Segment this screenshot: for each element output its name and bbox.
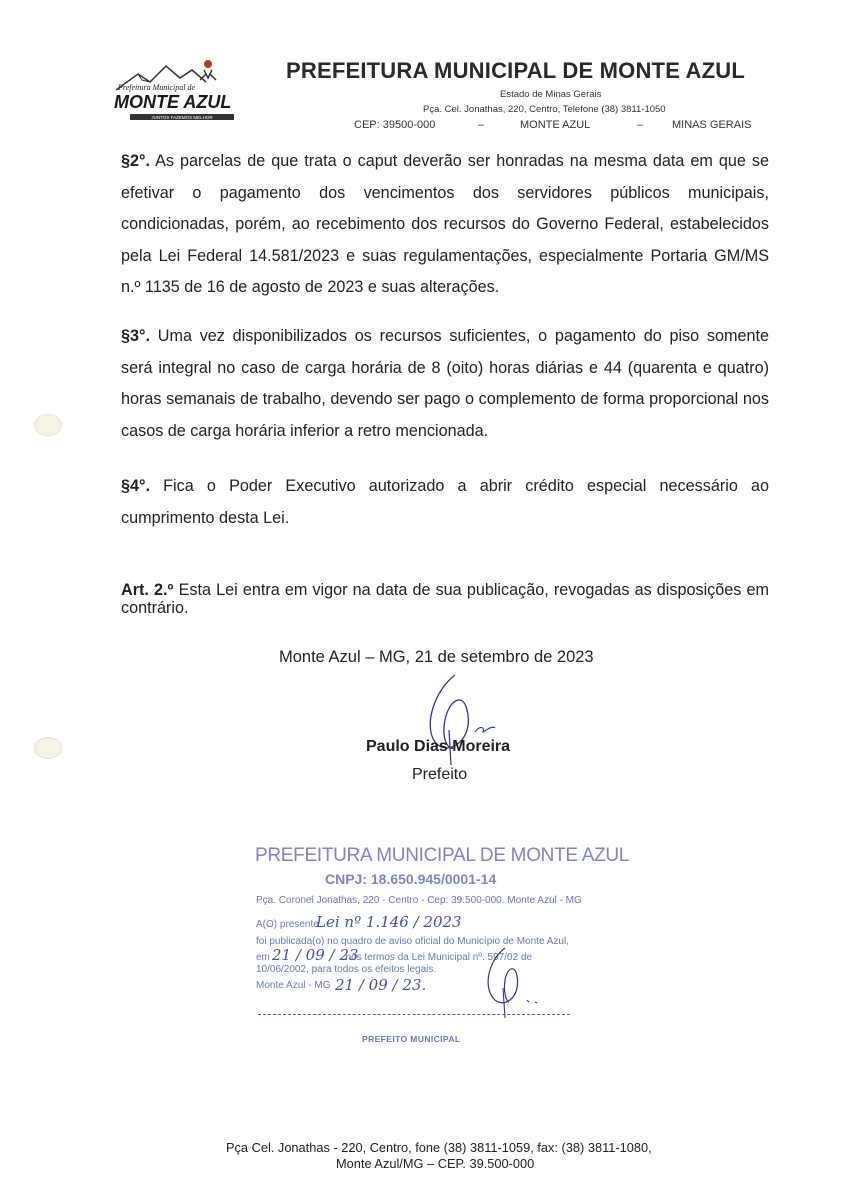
stamp-signature-mark	[475, 940, 555, 1020]
stamp-cnpj: CNPJ: 18.650.945/0001-14	[325, 871, 497, 887]
handwritten-law-number: Lei nº 1.146 / 2023	[316, 913, 462, 931]
paragraph-2	[121, 146, 769, 304]
article-text: Esta Lei entra em vigor na data de sua publicação, revogadas as disposições em contrário.	[121, 581, 769, 617]
footer-city: Monte Azul/MG – CEP. 39.500-000	[336, 1156, 535, 1171]
place-date: Monte Azul – MG, 21 de setembro de 2023	[279, 648, 594, 666]
header-separator: –	[478, 119, 485, 131]
header-cep: CEP: 39500-000	[354, 119, 436, 131]
paragraph-text: As parcelas de que trata o caput deverão ser honradas na mesma data em que se efetivar o pagamento dos vencimentos dos servidores públicos municipais, condicionadas, porém, ao recebimento dos recursos do Governo Federal, estabelecidos pela Lei Federal 14.581/2023 e suas regulamentações, especialmente Portaria GM/MS n.º 1135 de 16 de agosto de 2023 e suas alterações.	[121, 152, 769, 296]
stamp-line-efeitos: 10/06/2002, para todos os efeitos legais.	[256, 964, 437, 975]
signer-role: Prefeito	[412, 766, 468, 783]
header-title: PREFEITURA MUNICIPAL DE MONTE AZUL	[286, 58, 746, 83]
header-city: MONTE AZUL	[520, 119, 591, 131]
stamp-terms-text: nos termos da Lei Municipal nº. 597/02 de	[345, 952, 533, 963]
header-address: Pça. Cel. Jonathas, 220, Centro, Telefone (38) 3811-1050	[423, 104, 666, 115]
handwritten-date: 21 / 09 / 23	[272, 946, 359, 964]
header-separator: –	[637, 119, 644, 131]
article-label: Art. 2.º	[121, 581, 174, 599]
svg-text:JUNTOS FAZEMOS MELHOR: JUNTOS FAZEMOS MELHOR	[151, 115, 213, 120]
paragraph-text: Uma vez disponibilizados os recursos suficientes, o pagamento do piso somente será integral no caso de carga horária de 8 (oito) horas diárias e 44 (quarenta e quatro) horas semanais de trabalho, devendo ser pago o complemento de forma proporcional nos casos de carga horária inferior a retro mencionada.	[121, 327, 770, 440]
header-uf: MINAS GERAIS	[672, 119, 752, 131]
paragraph-label: §2°.	[121, 152, 150, 170]
stamp-line-presente: A(O) presente	[256, 919, 319, 930]
municipal-logo	[108, 52, 238, 132]
paragraph-label: §3°.	[121, 327, 150, 345]
stamp-title: PREFEITURA MUNICIPAL DE MONTE AZUL	[255, 845, 630, 866]
stamp-line-city: Monte Azul - MG	[256, 980, 331, 991]
stamp-signature-line	[258, 1014, 570, 1015]
paragraph-text: Fica o Poder Executivo autorizado a abrir crédito especial necessário ao cumprimento desta Lei.	[121, 477, 769, 527]
mountain-logo-icon	[108, 52, 238, 132]
punch-hole	[34, 737, 62, 759]
paragraph-4	[121, 471, 769, 534]
handwritten-date-2: 21 / 09 / 23.	[335, 976, 427, 994]
svg-text:Prefeitura Municipal de: Prefeitura Municipal de	[118, 83, 196, 92]
signer-name: Paulo Dias Moreira	[366, 738, 511, 755]
stamp-em-label: em	[256, 952, 270, 963]
stamp-footer: PREFEITO MUNICIPAL	[362, 1034, 461, 1044]
stamp-address: Pça. Coronel Jonathas, 220 - Centro - Cep: 39.500-000. Monte Azul - MG	[256, 895, 582, 906]
paragraph-label: §4°.	[121, 477, 150, 495]
paragraph-3	[121, 321, 769, 447]
svg-text:MONTE AZUL: MONTE AZUL	[114, 92, 232, 112]
header-state: Estado de Minas Gerais	[500, 89, 602, 100]
footer-address: Pça Cel. Jonathas - 220, Centro, fone (38) 3811-1059, fax: (38) 3811-1080,	[226, 1140, 652, 1155]
stamp-line-publicada: foi publicada(o) no quadro de aviso oficial do Município de Monte Azul,	[256, 936, 569, 947]
punch-hole	[34, 414, 62, 436]
article-2	[121, 581, 769, 617]
